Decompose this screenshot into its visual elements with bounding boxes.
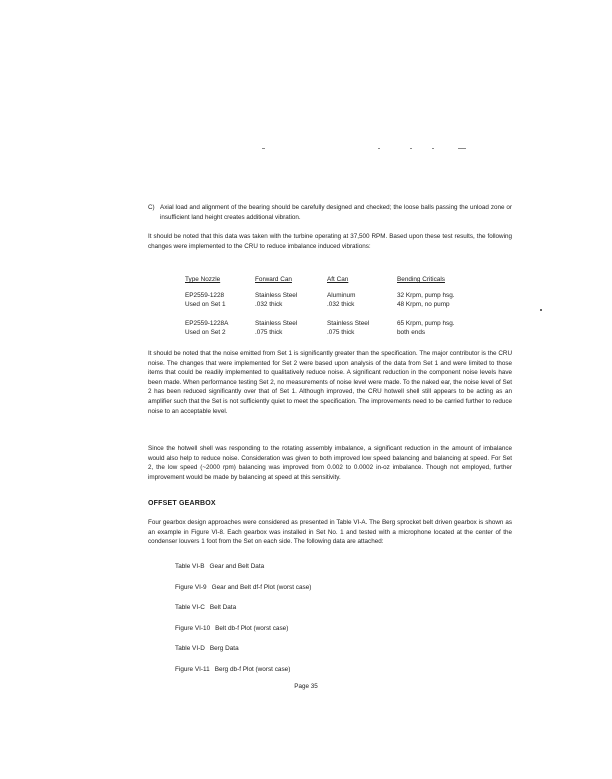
table-cell: 32 Krpm, pump hsg. — [397, 292, 455, 299]
attachment-ref: Table VI-B — [175, 563, 205, 570]
table-row — [185, 301, 487, 310]
list-item — [175, 584, 311, 605]
attachment-desc: Berg Data — [209, 645, 239, 652]
table-cell: .032 thick — [327, 301, 355, 308]
table-cell: 48 Krpm, no pump — [397, 301, 450, 308]
table-cell: 65 Krpm, pump hsg. — [397, 320, 455, 327]
scan-mark — [262, 148, 265, 149]
table-spacer — [185, 310, 487, 320]
table-row — [185, 329, 487, 338]
table-header-row — [185, 275, 487, 292]
item-label: C) — [148, 204, 155, 211]
page-number: Page 35 — [294, 683, 318, 690]
attachment-desc: Gear and Belt df-f Plot (worst case) — [211, 583, 312, 591]
list-item — [175, 563, 311, 584]
attachment-list — [175, 563, 311, 686]
attachment-ref: Figure VI-11 — [175, 665, 210, 673]
attachment-ref: Table VI-C — [175, 604, 205, 611]
table-cell: EP2559-1228A — [185, 320, 229, 327]
scan-mark — [378, 148, 380, 149]
table-cell: .032 thick — [255, 301, 283, 308]
scan-mark — [410, 148, 412, 149]
column-header: Aft Can — [327, 276, 349, 283]
attachment-desc: Gear and Belt Data — [209, 563, 265, 570]
table-cell: Used on Set 1 — [185, 301, 226, 308]
attachment-desc: Berg db-f Plot (worst case) — [214, 665, 291, 673]
table-cell: Stainless Steel — [327, 320, 370, 327]
column-header: Forward Can — [255, 276, 292, 283]
list-item — [175, 645, 311, 666]
column-header: Bending Criticals — [397, 276, 445, 283]
table-cell: Aluminum — [327, 292, 356, 299]
section-heading: OFFSET GEARBOX — [148, 500, 216, 507]
list-item-c — [148, 203, 512, 222]
paragraph-noise-results: It should be noted that the noise emitted from Set 1 is significantly greater than the specification. The major contributor is the CRU noise. The changes that were implemented for Set 2 were based upon analysis of the data from Set 1 and were limited to those items that could be readily implemented to qualitatively reduce noise. A significant reduction in the component noise levels have been made. When performance testing Set 2, no measurements of noise level were made. To the naked ear, the noise level of Set 2 has been reduced significantly over that of Set 1. Although improved, the CRU hotwell shell still appears to be acting as an amplifier such that the Set is not sufficiently quiet to meet the specification. The improvements need to be carried further to reduce noise to an acceptable level. — [148, 350, 512, 415]
paragraph-imbalance: Since the hotwell shell was responding to the rotating assembly imbalance, a significant reduction in the amount of imbalance would also help to reduce noise. Consideration was given to both improved low speed balancing and balancing at speed. For Set 2, the low speed (~2000 rpm) balancing was improved from 0.002 to 0.0002 in-oz imbalance. Though not employed, further improvement would be made by balancing at speed at this sensitivity. — [148, 445, 512, 481]
table-cell: EP2559-1228 — [185, 292, 225, 299]
attachment-ref: Figure VI-10 — [175, 624, 211, 632]
table-cell: Stainless Steel — [255, 292, 298, 299]
attachment-desc: Belt Data — [209, 604, 237, 611]
list-item — [175, 604, 311, 625]
table-cell: .075 thick — [255, 329, 283, 336]
table-row — [185, 320, 487, 329]
table-cell: .075 thick — [327, 329, 355, 336]
column-header: Type Nozzle — [185, 276, 221, 283]
table-row — [185, 292, 487, 301]
scan-dot — [540, 309, 542, 311]
paragraph-test-results: It should be noted that this data was taken with the turbine operating at 37,500 RPM. Based upon these test results, the following changes were implemented to the CRU to reduce imbalance induced vibrations: — [148, 233, 512, 250]
table-cell: Stainless Steel — [255, 320, 298, 327]
table-cell: Used on Set 2 — [185, 329, 226, 336]
scan-mark — [458, 148, 466, 149]
item-text: Axial load and alignment of the bearing should be carefully designed and checked; the loose balls passing the unload zone or insufficient land height creates additional vibration. — [160, 204, 512, 221]
attachment-desc: Belt db-f Plot (worst case) — [215, 624, 289, 632]
table-cell: both ends — [397, 329, 426, 336]
list-item — [175, 625, 311, 646]
nozzle-spec-table — [185, 275, 487, 338]
attachment-ref: Table VI-D — [175, 645, 205, 652]
scan-mark — [432, 148, 434, 149]
attachment-ref: Figure VI-9 — [175, 583, 207, 591]
paragraph-gearbox: Four gearbox design approaches were considered as presented in Table VI-A. The Berg sprocket belt driven gearbox is shown as an example in Figure VI-8. Each gearbox was installed in Set No. 1 and tested with a microphone located at the center of the condenser louvers 1 foot from the Set on each side. The following data are attached: — [148, 519, 512, 546]
